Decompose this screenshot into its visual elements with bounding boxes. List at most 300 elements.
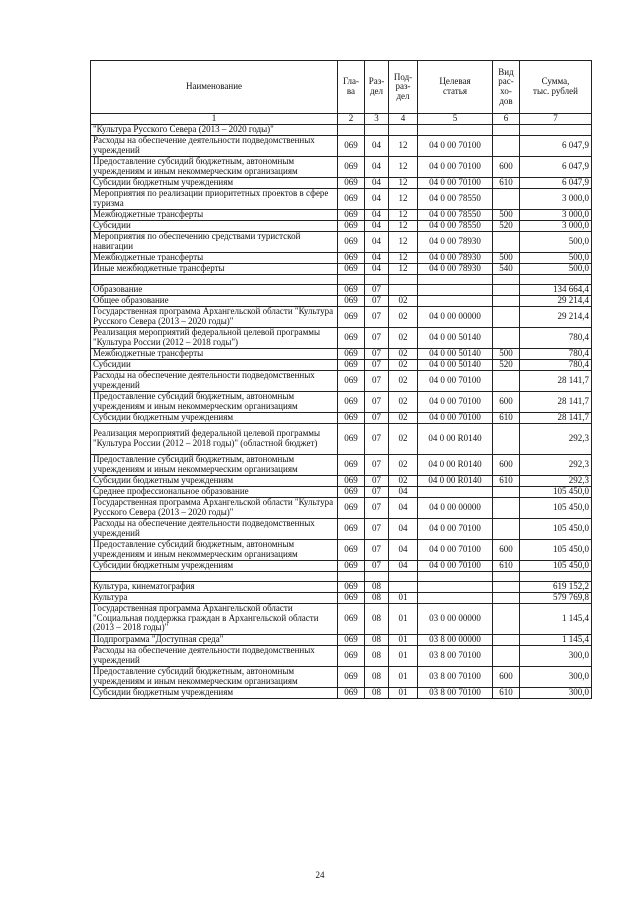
- cell-target: [418, 124, 493, 135]
- cell-chapter: [338, 124, 365, 135]
- cell-subsection: 02: [389, 412, 418, 423]
- cell-chapter: 069: [338, 188, 365, 209]
- cell-sum: 292,3: [520, 475, 592, 486]
- cell-expense-type: [493, 188, 520, 209]
- cell-subsection: 01: [389, 645, 418, 666]
- cell-expense-type: [493, 327, 520, 348]
- cell-expense-type: 520: [493, 220, 520, 231]
- table-row: [91, 135, 592, 156]
- cell-name: Государственная программа Архангельской области "Социальная поддержка граждан в Архангельской области (2013 – 2018 годы)": [91, 603, 338, 634]
- cell-expense-type: [493, 231, 520, 252]
- cell-target: 04 0 00 70100: [418, 135, 493, 156]
- cell-name: Расходы на обеспечение деятельности подведомственных учреждений: [91, 135, 338, 156]
- cell-sum: 105 450,0: [520, 497, 592, 518]
- cell-expense-type: [493, 645, 520, 666]
- header-name: Наименование: [91, 61, 338, 114]
- cell-name: Мероприятия по обеспечению средствами туристской навигации: [91, 231, 338, 252]
- cell-subsection: 01: [389, 687, 418, 698]
- cell-subsection: [389, 581, 418, 592]
- cell-name: Государственная программа Архангельской области "Культура Русского Севера (2013 – 2020 годы)": [91, 306, 338, 327]
- cell-chapter: 069: [338, 295, 365, 306]
- table-row: [91, 359, 592, 370]
- cell-expense-type: 610: [493, 412, 520, 423]
- cell-target: 03 8 00 70100: [418, 645, 493, 666]
- cell-expense-type: [493, 274, 520, 284]
- table-row: [91, 475, 592, 486]
- cell-name: Культура, кинематография: [91, 581, 338, 592]
- header-expense-type: Вид рас- хо- дов: [493, 61, 520, 114]
- cell-sum: 105 450,0: [520, 518, 592, 539]
- cell-section: 04: [365, 263, 389, 274]
- cell-name: Межбюджетные трансферты: [91, 252, 338, 263]
- cell-chapter: 069: [338, 327, 365, 348]
- cell-section: 08: [365, 634, 389, 645]
- cell-section: 07: [365, 560, 389, 571]
- cell-subsection: 12: [389, 177, 418, 188]
- table-row: [91, 231, 592, 252]
- cell-subsection: 12: [389, 135, 418, 156]
- cell-sum: 780,4: [520, 359, 592, 370]
- cell-chapter: 069: [338, 135, 365, 156]
- cell-chapter: 069: [338, 370, 365, 391]
- cell-sum: 29 214,4: [520, 306, 592, 327]
- cell-target: 04 0 00 78550: [418, 220, 493, 231]
- cell-section: [365, 571, 389, 581]
- cell-target: 04 0 00 78550: [418, 188, 493, 209]
- cell-subsection: 02: [389, 475, 418, 486]
- cell-expense-type: 500: [493, 348, 520, 359]
- cell-name: Предоставление субсидий бюджетным, автономным учреждениям и иным некоммерческим организациям: [91, 454, 338, 475]
- table-row: [91, 539, 592, 560]
- cell-chapter: 069: [338, 486, 365, 497]
- table-row: [91, 124, 592, 135]
- cell-name: Образование: [91, 284, 338, 295]
- cell-sum: 134 664,4: [520, 284, 592, 295]
- cell-section: 04: [365, 209, 389, 220]
- cell-subsection: 12: [389, 188, 418, 209]
- cell-expense-type: 520: [493, 359, 520, 370]
- cell-section: 07: [365, 412, 389, 423]
- cell-subsection: 02: [389, 423, 418, 454]
- cell-expense-type: [493, 518, 520, 539]
- table-row: [91, 391, 592, 412]
- cell-subsection: 02: [389, 295, 418, 306]
- cell-expense-type: 610: [493, 475, 520, 486]
- cell-target: 04 0 00 50140: [418, 359, 493, 370]
- header-chapter: Гла- ва: [338, 61, 365, 114]
- cell-subsection: 02: [389, 454, 418, 475]
- table-row: [91, 497, 592, 518]
- cell-sum: 28 141,7: [520, 370, 592, 391]
- cell-target: [418, 284, 493, 295]
- cell-subsection: 01: [389, 666, 418, 687]
- cell-target: 04 0 00 78930: [418, 231, 493, 252]
- table-row: [91, 263, 592, 274]
- cell-target: 04 0 00 00000: [418, 497, 493, 518]
- cell-section: 07: [365, 454, 389, 475]
- table-row: [91, 177, 592, 188]
- cell-section: 04: [365, 188, 389, 209]
- cell-target: 04 0 00 78930: [418, 252, 493, 263]
- column-number: 1: [91, 114, 338, 125]
- budget-table: [90, 60, 592, 699]
- cell-name: Расходы на обеспечение деятельности подведомственных учреждений: [91, 370, 338, 391]
- cell-section: 08: [365, 645, 389, 666]
- cell-expense-type: [493, 124, 520, 135]
- cell-expense-type: [493, 284, 520, 295]
- cell-subsection: 02: [389, 359, 418, 370]
- column-number: 4: [389, 114, 418, 125]
- cell-section: 07: [365, 306, 389, 327]
- cell-section: 08: [365, 666, 389, 687]
- cell-chapter: 069: [338, 687, 365, 698]
- cell-expense-type: [493, 486, 520, 497]
- cell-target: 04 0 00 70100: [418, 560, 493, 571]
- cell-target: 04 0 00 R0140: [418, 423, 493, 454]
- cell-expense-type: 500: [493, 252, 520, 263]
- cell-name: [91, 571, 338, 581]
- table-row: [91, 327, 592, 348]
- cell-target: 03 8 00 70100: [418, 666, 493, 687]
- cell-chapter: 069: [338, 539, 365, 560]
- cell-expense-type: 600: [493, 454, 520, 475]
- cell-sum: 29 214,4: [520, 295, 592, 306]
- cell-section: 07: [365, 284, 389, 295]
- cell-target: [418, 274, 493, 284]
- cell-sum: 579 769,8: [520, 592, 592, 603]
- cell-name: Предоставление субсидий бюджетным, автономным учреждениям и иным некоммерческим организациям: [91, 539, 338, 560]
- cell-section: 07: [365, 359, 389, 370]
- cell-chapter: 069: [338, 156, 365, 177]
- cell-sum: 619 152,2: [520, 581, 592, 592]
- cell-target: [418, 571, 493, 581]
- table-row: [91, 284, 592, 295]
- cell-target: 03 0 00 00000: [418, 603, 493, 634]
- cell-sum: 3 000,0: [520, 220, 592, 231]
- table-row: [91, 592, 592, 603]
- table-row: [91, 645, 592, 666]
- cell-expense-type: [493, 603, 520, 634]
- cell-name: Расходы на обеспечение деятельности подведомственных учреждений: [91, 645, 338, 666]
- cell-expense-type: [493, 295, 520, 306]
- cell-subsection: 12: [389, 231, 418, 252]
- table-row: [91, 581, 592, 592]
- cell-subsection: 02: [389, 391, 418, 412]
- column-number: 3: [365, 114, 389, 125]
- cell-name: "Культура Русского Севера (2013 – 2020 годы)": [91, 124, 338, 135]
- table-row: [91, 412, 592, 423]
- cell-chapter: 069: [338, 220, 365, 231]
- table-row: [91, 518, 592, 539]
- cell-chapter: 069: [338, 391, 365, 412]
- cell-chapter: 069: [338, 603, 365, 634]
- table-row: [91, 220, 592, 231]
- cell-chapter: 069: [338, 592, 365, 603]
- cell-sum: 1 145,4: [520, 634, 592, 645]
- cell-target: 03 8 00 70100: [418, 687, 493, 698]
- cell-expense-type: [493, 370, 520, 391]
- cell-sum: 105 450,0: [520, 486, 592, 497]
- cell-section: 07: [365, 423, 389, 454]
- cell-sum: 105 450,0: [520, 539, 592, 560]
- cell-target: 04 0 00 50140: [418, 348, 493, 359]
- cell-name: Подпрограмма "Доступная среда": [91, 634, 338, 645]
- cell-name: Иные межбюджетные трансферты: [91, 263, 338, 274]
- table-row: [91, 603, 592, 634]
- table-row: [91, 634, 592, 645]
- cell-section: 04: [365, 177, 389, 188]
- cell-target: 04 0 00 50140: [418, 327, 493, 348]
- cell-section: 04: [365, 156, 389, 177]
- header-subsection: Под- раз- дел: [389, 61, 418, 114]
- cell-sum: 292,3: [520, 423, 592, 454]
- table-row: [91, 295, 592, 306]
- cell-chapter: 069: [338, 306, 365, 327]
- cell-sum: 300,0: [520, 645, 592, 666]
- cell-target: 04 0 00 78930: [418, 263, 493, 274]
- cell-subsection: 02: [389, 306, 418, 327]
- table-row: [91, 209, 592, 220]
- cell-expense-type: [493, 571, 520, 581]
- cell-subsection: 12: [389, 220, 418, 231]
- cell-sum: 28 141,7: [520, 412, 592, 423]
- cell-name: Межбюджетные трансферты: [91, 209, 338, 220]
- cell-subsection: 01: [389, 603, 418, 634]
- cell-expense-type: 610: [493, 560, 520, 571]
- cell-expense-type: [493, 581, 520, 592]
- cell-target: [418, 486, 493, 497]
- cell-subsection: 01: [389, 634, 418, 645]
- column-number: 5: [418, 114, 493, 125]
- cell-chapter: [338, 274, 365, 284]
- cell-section: 07: [365, 327, 389, 348]
- cell-expense-type: [493, 135, 520, 156]
- cell-sum: 28 141,7: [520, 391, 592, 412]
- cell-section: 07: [365, 497, 389, 518]
- cell-subsection: 02: [389, 348, 418, 359]
- header-target: Целевая статья: [418, 61, 493, 114]
- cell-target: 04 0 00 78550: [418, 209, 493, 220]
- cell-expense-type: 600: [493, 539, 520, 560]
- cell-name: Реализация мероприятий федеральной целевой программы "Культура России (2012 – 2018 годы"): [91, 327, 338, 348]
- cell-chapter: 069: [338, 252, 365, 263]
- cell-chapter: 069: [338, 359, 365, 370]
- cell-name: Субсидии бюджетным учреждениям: [91, 687, 338, 698]
- cell-section: 07: [365, 370, 389, 391]
- cell-name: Предоставление субсидий бюджетным, автономным учреждениям и иным некоммерческим организациям: [91, 666, 338, 687]
- cell-chapter: 069: [338, 454, 365, 475]
- cell-target: [418, 581, 493, 592]
- cell-target: 04 0 00 70100: [418, 156, 493, 177]
- cell-chapter: 069: [338, 412, 365, 423]
- cell-chapter: 069: [338, 177, 365, 188]
- cell-section: 07: [365, 539, 389, 560]
- cell-section: 08: [365, 581, 389, 592]
- cell-section: 04: [365, 252, 389, 263]
- table-row: [91, 666, 592, 687]
- column-number: 7: [520, 114, 592, 125]
- cell-name: Субсидии бюджетным учреждениям: [91, 560, 338, 571]
- table-row: [91, 156, 592, 177]
- cell-section: 07: [365, 486, 389, 497]
- table-row: [91, 571, 592, 581]
- cell-chapter: 069: [338, 634, 365, 645]
- cell-section: 07: [365, 295, 389, 306]
- cell-section: 04: [365, 220, 389, 231]
- cell-name: Субсидии: [91, 220, 338, 231]
- cell-expense-type: [493, 592, 520, 603]
- cell-subsection: 04: [389, 539, 418, 560]
- cell-chapter: 069: [338, 284, 365, 295]
- cell-section: 07: [365, 475, 389, 486]
- cell-section: 04: [365, 231, 389, 252]
- cell-name: Межбюджетные трансферты: [91, 348, 338, 359]
- cell-sum: [520, 124, 592, 135]
- cell-target: 04 0 00 R0140: [418, 454, 493, 475]
- cell-chapter: [338, 571, 365, 581]
- header-section: Раз- дел: [365, 61, 389, 114]
- cell-chapter: 069: [338, 645, 365, 666]
- cell-chapter: 069: [338, 560, 365, 571]
- cell-target: 04 0 00 70100: [418, 518, 493, 539]
- table-row: [91, 687, 592, 698]
- cell-subsection: 12: [389, 209, 418, 220]
- table-row: [91, 306, 592, 327]
- cell-subsection: [389, 124, 418, 135]
- cell-target: 04 0 00 70100: [418, 370, 493, 391]
- cell-expense-type: 600: [493, 666, 520, 687]
- cell-subsection: 02: [389, 327, 418, 348]
- column-number-row: [91, 114, 592, 125]
- cell-chapter: 069: [338, 231, 365, 252]
- cell-expense-type: 600: [493, 156, 520, 177]
- cell-chapter: 069: [338, 475, 365, 486]
- cell-chapter: 069: [338, 423, 365, 454]
- table-row: [91, 274, 592, 284]
- cell-expense-type: [493, 423, 520, 454]
- table-row: [91, 423, 592, 454]
- cell-chapter: 069: [338, 263, 365, 274]
- cell-section: 04: [365, 135, 389, 156]
- cell-name: [91, 274, 338, 284]
- cell-chapter: 069: [338, 581, 365, 592]
- cell-sum: 6 047,9: [520, 177, 592, 188]
- cell-chapter: 069: [338, 209, 365, 220]
- cell-section: [365, 124, 389, 135]
- cell-subsection: [389, 284, 418, 295]
- cell-expense-type: 600: [493, 391, 520, 412]
- cell-name: Реализация мероприятий федеральной целевой программы "Культура России (2012 – 2018 годы)" (областной бюджет): [91, 423, 338, 454]
- cell-subsection: [389, 571, 418, 581]
- cell-expense-type: 540: [493, 263, 520, 274]
- column-number: 2: [338, 114, 365, 125]
- header-sum: Сумма, тыс. рублей: [520, 61, 592, 114]
- table-row: [91, 188, 592, 209]
- cell-sum: 3 000,0: [520, 209, 592, 220]
- cell-subsection: 04: [389, 560, 418, 571]
- table-row: [91, 370, 592, 391]
- cell-expense-type: 610: [493, 177, 520, 188]
- cell-subsection: [389, 274, 418, 284]
- table-row: [91, 486, 592, 497]
- cell-sum: 292,3: [520, 454, 592, 475]
- cell-sum: 500,0: [520, 263, 592, 274]
- cell-name: Мероприятия по реализации приоритетных проектов в сфере туризма: [91, 188, 338, 209]
- cell-name: Предоставление субсидий бюджетным, автономным учреждениям и иным некоммерческим организациям: [91, 391, 338, 412]
- cell-subsection: 04: [389, 518, 418, 539]
- cell-expense-type: 500: [493, 209, 520, 220]
- table-body: [91, 124, 592, 698]
- cell-section: 08: [365, 603, 389, 634]
- cell-target: 04 0 00 70100: [418, 177, 493, 188]
- cell-section: 08: [365, 687, 389, 698]
- cell-name: Субсидии бюджетным учреждениям: [91, 177, 338, 188]
- cell-name: Среднее профессиональное образование: [91, 486, 338, 497]
- cell-section: [365, 274, 389, 284]
- table-row: [91, 560, 592, 571]
- cell-name: Субсидии бюджетным учреждениям: [91, 475, 338, 486]
- cell-target: [418, 295, 493, 306]
- cell-subsection: 02: [389, 370, 418, 391]
- cell-target: 04 0 00 00000: [418, 306, 493, 327]
- cell-expense-type: [493, 634, 520, 645]
- cell-name: Предоставление субсидий бюджетным, автономным учреждениям и иным некоммерческим организациям: [91, 156, 338, 177]
- cell-sum: 500,0: [520, 252, 592, 263]
- cell-subsection: 04: [389, 497, 418, 518]
- cell-expense-type: [493, 306, 520, 327]
- cell-subsection: 01: [389, 592, 418, 603]
- cell-sum: 500,0: [520, 231, 592, 252]
- cell-subsection: 04: [389, 486, 418, 497]
- cell-subsection: 12: [389, 156, 418, 177]
- cell-chapter: 069: [338, 348, 365, 359]
- cell-sum: 300,0: [520, 666, 592, 687]
- cell-section: 07: [365, 391, 389, 412]
- cell-target: 04 0 00 70100: [418, 539, 493, 560]
- cell-sum: 780,4: [520, 327, 592, 348]
- cell-name: Государственная программа Архангельской области "Культура Русского Севера (2013 – 2020 годы)": [91, 497, 338, 518]
- cell-sum: 105 450,0: [520, 560, 592, 571]
- cell-sum: 300,0: [520, 687, 592, 698]
- cell-chapter: 069: [338, 666, 365, 687]
- column-number: 6: [493, 114, 520, 125]
- cell-name: Общее образование: [91, 295, 338, 306]
- cell-expense-type: 610: [493, 687, 520, 698]
- cell-chapter: 069: [338, 497, 365, 518]
- cell-target: 04 0 00 70100: [418, 412, 493, 423]
- cell-target: 03 8 00 00000: [418, 634, 493, 645]
- cell-target: [418, 592, 493, 603]
- cell-chapter: 069: [338, 518, 365, 539]
- cell-section: 07: [365, 518, 389, 539]
- cell-target: 04 0 00 R0140: [418, 475, 493, 486]
- cell-sum: 6 047,9: [520, 156, 592, 177]
- cell-sum: 780,4: [520, 348, 592, 359]
- table-row: [91, 348, 592, 359]
- cell-sum: [520, 571, 592, 581]
- page-number: 24: [315, 870, 325, 880]
- cell-sum: 6 047,9: [520, 135, 592, 156]
- cell-sum: 3 000,0: [520, 188, 592, 209]
- table-row: [91, 252, 592, 263]
- table-row: [91, 454, 592, 475]
- cell-name: Культура: [91, 592, 338, 603]
- cell-sum: [520, 274, 592, 284]
- header-row: [91, 61, 592, 114]
- cell-name: Субсидии бюджетным учреждениям: [91, 412, 338, 423]
- cell-expense-type: [493, 497, 520, 518]
- cell-sum: 1 145,4: [520, 603, 592, 634]
